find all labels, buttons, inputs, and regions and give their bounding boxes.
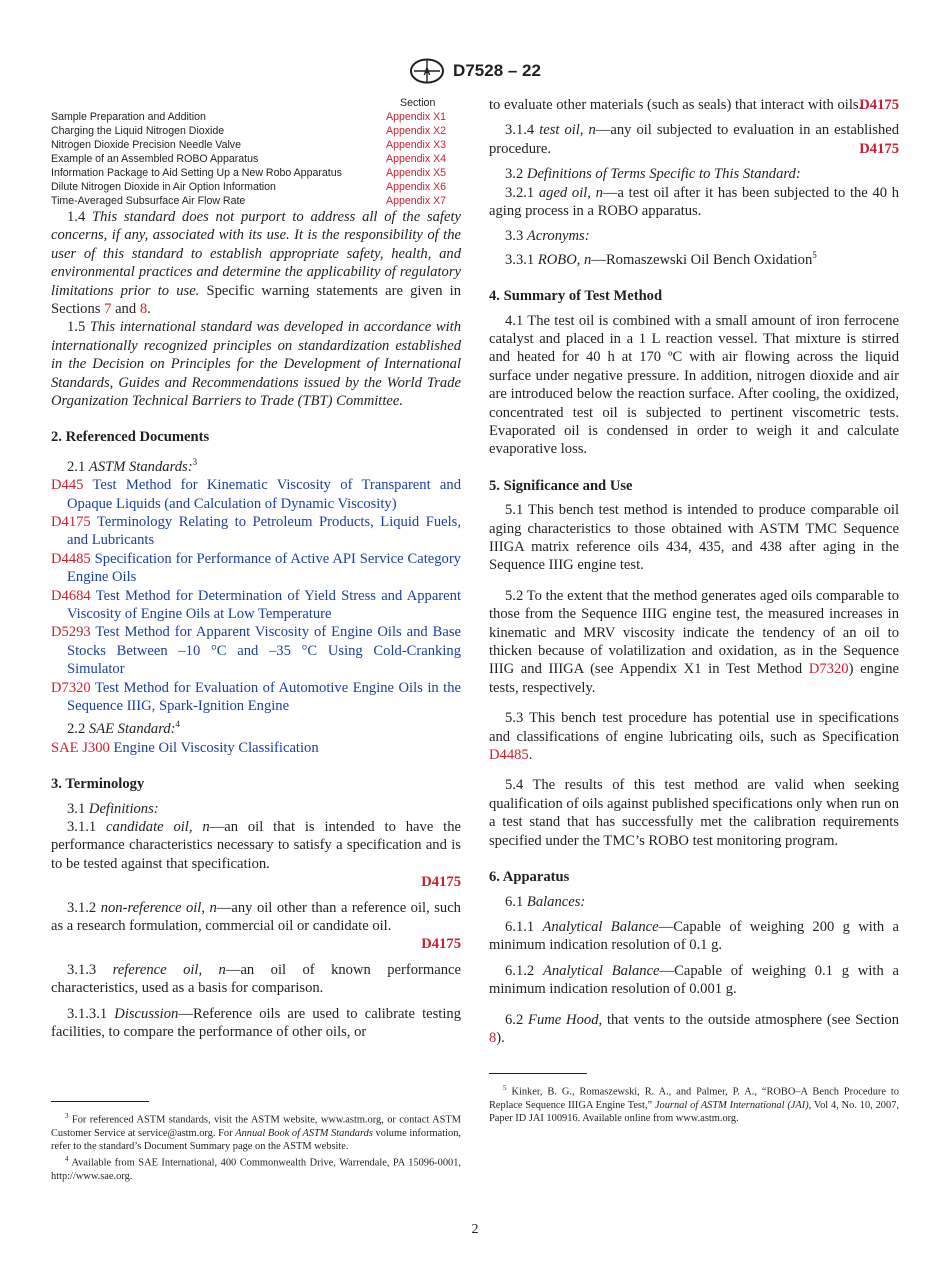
reference-item	[51, 513, 461, 550]
definition-aged-oil: 3.2.1 aged oil, n—a test oil after it has been subjected to the 40 h aging process in a ROBO apparatus.	[489, 184, 899, 220]
footnote-4: $^4$ Available from SAE International, 400 Commonwealth Drive, Warrendale, PA 15096-0001, http://www.sae.org.	[51, 1155, 462, 1183]
definition-test-oil: 3.1.4 test oil, n—any oil subjected to evaluation in an established procedure.	[489, 122, 900, 157]
appendix-link[interactable]: Appendix X4	[386, 153, 447, 165]
paragraph-6-1-2: 6.1.2 Analytical Balance—Capable of weighing 0.1 g with a minimum indication resolution of 0.001 g.	[489, 962, 899, 998]
appendix-link[interactable]: Appendix X6	[386, 181, 447, 193]
standard-title-link[interactable]: Engine Oil Viscosity Classification	[113, 739, 319, 756]
terminology-link[interactable]: D4175	[859, 140, 899, 157]
index-header: Section	[400, 97, 436, 109]
standard-link[interactable]: D4485	[489, 747, 529, 764]
section-heading: 6. Apparatus	[489, 869, 570, 886]
standard-title-link[interactable]: Terminology Relating to Petroleum Products, Liquid Fuels, and Lubricants	[67, 513, 462, 549]
definition-robo: 3.3.1 ROBO, n—Romaszewski Oil Bench Oxidation$^5$	[505, 249, 817, 268]
standard-title-link[interactable]: Test Method for Apparent Viscosity of Engine Oils and Base Stocks Between –10 °C and –35 °C Using Cold-Cranking Simulator	[67, 624, 461, 678]
footnote-divider	[489, 1073, 587, 1074]
paragraph-5-3: 5.3 This bench test procedure has potential use in specifications and classifications of engine lubricating oils, such as Specification D4485.	[489, 710, 899, 764]
section-heading: 2. Referenced Documents	[51, 429, 210, 446]
right-column	[489, 96, 899, 1125]
reference-item	[51, 587, 461, 624]
table-row: Time-Averaged Subsurface Air Flow Rate Appendix X7	[51, 194, 461, 208]
table-row: Information Package to Aid Setting Up a New Robo Apparatus Appendix X5	[51, 166, 461, 180]
paragraph-1-4: 1.4 This standard does not purport to address all of the safety concerns, if any, associated with its use. It is the responsibility of the user of this standard to establish appropriate safety, health, and environmental practices and determine the applicability of regulatory limitations prior to use. Specific warning statements are given in Sections 7 and 8.	[51, 209, 461, 318]
page-header	[0, 58, 950, 84]
terminology-link[interactable]: D4175	[421, 936, 461, 953]
standard-title-link[interactable]: Test Method for Evaluation of Automotive Engine Oils in the Sequence IIIG, Spark-Ignition Engine	[67, 679, 462, 715]
reference-item	[51, 550, 461, 587]
definitions-label: 3.1 Definitions:	[67, 800, 159, 817]
table-row: Example of an Assembled ROBO Apparatus Appendix X4	[51, 152, 461, 166]
appendix-index-table	[51, 96, 461, 208]
astm-standards-label: 2.1 ASTM Standards:$^3$	[67, 456, 198, 475]
footnote-divider	[51, 1101, 149, 1102]
paragraph-6-1-1: 6.1.1 Analytical Balance—Capable of weighing 200 g with a minimum indication resolution of 0.1 g.	[489, 918, 899, 954]
definition-reference-oil: 3.1.3 reference oil, n—an oil of known performance characteristics, used as a basis for comparison.	[51, 961, 461, 997]
reference-item	[51, 476, 461, 513]
balances-label: 6.1 Balances:	[505, 893, 586, 910]
paragraph-6-2: 6.2 Fume Hood, that vents to the outside atmosphere (see Section 8).	[489, 1011, 899, 1046]
table-row: Nitrogen Dioxide Precision Needle Valve Appendix X3	[51, 138, 461, 152]
left-column	[51, 96, 461, 1183]
standard-link[interactable]: D7320	[808, 661, 849, 678]
table-row: Charging the Liquid Nitrogen Dioxide Appendix X2	[51, 124, 461, 138]
standard-title-link[interactable]: Test Method for Kinematic Viscosity of Transparent and Opaque Liquids (and Calculation of Dynamic Viscosity)	[67, 477, 462, 512]
section-link[interactable]: 7	[104, 301, 112, 318]
page-number: 2	[471, 1222, 479, 1237]
appendix-link[interactable]: Appendix X1	[386, 111, 447, 123]
standard-link[interactable]: D4175	[51, 513, 91, 530]
standard-link[interactable]: D5293	[51, 624, 91, 641]
section-link[interactable]: 8	[489, 1029, 497, 1046]
paragraph-5-2: 5.2 To the extent that the method generates aged oils comparable to those from the Sequence IIIG engine test, the measured increases in kinematic and MRV viscosity indicate the tendency of an oil to thicken because of volatilization and oxidation, as in the Sequence IIIG and IIIGA (see Appendix X1 in Test Method D7320) engine tests, respectively.	[489, 587, 899, 696]
standard-link[interactable]: D7320	[51, 679, 91, 696]
appendix-link[interactable]: Appendix X2	[386, 125, 447, 137]
standard-link[interactable]: D4485	[51, 550, 91, 567]
sae-standard-label: 2.2 SAE Standard:$^4$	[67, 719, 181, 738]
footnote-5: $^5$ Kinker, B. G., Romaszewski, R. A., and Palmer, P. A., “ROBO–A Bench Procedure to Replace Sequence IIIGA Engine Test,” Journal of ASTM International (JAI), Vol 4, No. 10, 2007, Paper ID JAI 100916. Available online from www.astm.org.	[489, 1084, 899, 1125]
paragraph-4-1: 4.1 The test oil is combined with a small amount of iron ferrocene catalyst and placed in a 1 L reaction vessel. That mixture is stirred and heated for 40 h at 170 ºC with air flowing across the liquid surface under negative pressure. In addition, nitrogen dioxide and air are introduced below the reaction surface. After cooling, the oxidized, concentrated test oil is subjected to pertinent viscometric tests. Evaporated oil is condensed in order to weigh it and calculate evaporative loss.	[489, 312, 899, 458]
appendix-link[interactable]: Appendix X7	[386, 195, 447, 207]
standard-link[interactable]: D4684	[51, 587, 91, 604]
reference-item	[51, 739, 461, 757]
standard-title-link[interactable]: Test Method for Determination of Yield Stress and Apparent Viscosity of Engine Oils at Low Temperature	[67, 587, 461, 622]
definition-discussion: 3.1.3.1 Discussion—Reference oils are used to calibrate testing facilities, to compare the performance of other oils, or	[51, 1005, 461, 1040]
reference-item	[51, 623, 461, 678]
appendix-link[interactable]: Appendix X5	[386, 167, 447, 179]
standard-title-link[interactable]: Specification for Performance of Active API Service Category Engine Oils	[67, 550, 461, 586]
table-row: Dilute Nitrogen Dioxide in Air Option Information Appendix X6	[51, 180, 461, 194]
document-number: D7528 – 22	[453, 61, 541, 80]
paragraph-1-5: 1.5 This international standard was developed in accordance with internationally recognized principles on standardization established in the Decision on Principles for the Development of International Standards, Guides and Recommendations issued by the World Trade Organization Technical Barriers to Trade (TBT) Committee.	[51, 319, 462, 410]
astm-logo-icon	[409, 58, 445, 84]
terminology-link[interactable]: D4175	[421, 874, 461, 891]
acronyms-label: 3.3 Acronyms:	[505, 228, 590, 245]
section-heading: 3. Terminology	[51, 776, 145, 793]
paragraph-5-4: 5.4 The results of this test method are valid when seeking qualification of oils against published specifications only when run on a test stand that has successfully met the calibration requirements specified under the TMC’s ROBO test monitoring program.	[489, 777, 899, 849]
appendix-link[interactable]: Appendix X3	[386, 139, 447, 151]
definitions-specific-label: 3.2 Definitions of Terms Specific to This Standard:	[505, 166, 801, 183]
paragraph-5-1: 5.1 This bench test method is intended to produce comparable oil aging characteristics to those obtained with ASTM TMC Sequence IIIGA matrix reference oils 434, 435, and 438 after aging in the Sequence IIIG engine test.	[489, 502, 899, 574]
section-heading: 4. Summary of Test Method	[489, 288, 663, 305]
terminology-link[interactable]: D4175	[859, 97, 899, 114]
reference-item	[51, 679, 461, 716]
section-heading: 5. Significance and Use	[489, 477, 633, 494]
section-link[interactable]: 8	[139, 301, 148, 318]
definition-candidate-oil: 3.1.1 candidate oil, n—an oil that is intended to have the performance characteristics necessary to satisfy a specification and is to be tested against that specification.	[51, 818, 461, 872]
table-row: Sample Preparation and Addition Appendix X1	[51, 110, 461, 124]
discussion-continued: to evaluate other materials (such as seals) that interact with oils.	[489, 97, 863, 113]
standard-link[interactable]: SAE J300	[51, 739, 110, 756]
svg-text:A: A	[423, 67, 431, 78]
definition-non-reference-oil: 3.1.2 non-reference oil, n—any oil other than a reference oil, such as a research formulation, commercial oil or candidate oil.	[51, 899, 461, 934]
standard-link[interactable]: D445	[51, 477, 84, 494]
footnote-3: $^3$ For referenced ASTM standards, visit the ASTM website, www.astm.org, or contact ASTM Customer Service at service@astm.org. For Annual Book of ASTM Standards volume information, refer to the standard’s Document Summary page on the ASTM website.	[51, 1112, 461, 1153]
